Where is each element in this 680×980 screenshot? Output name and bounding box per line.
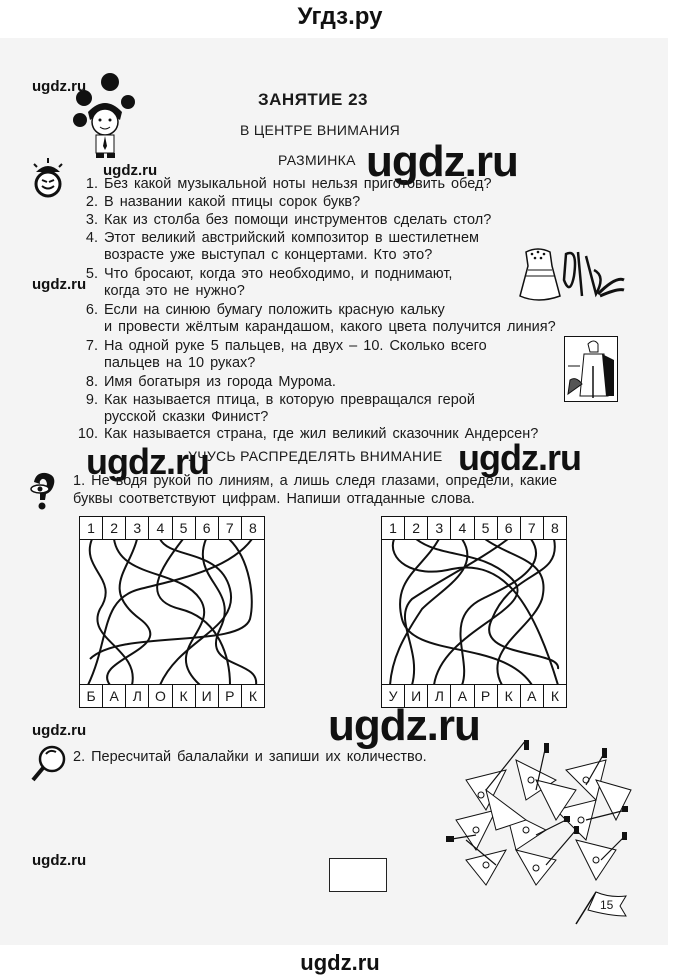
alarm-clock-icon: [28, 156, 68, 200]
question-5: 5. Что бросают, когда это необходимо, и поднимают, когда это не нужно?: [85, 266, 453, 299]
watermark: ugdz.ru: [328, 701, 480, 750]
lesson-title: ЗАНЯТИЕ 23: [258, 90, 368, 109]
maze-2: [381, 516, 567, 708]
question-2: 2. В названии какой птицы сорок букв?: [85, 194, 361, 210]
site-header: Угдз.ру: [0, 0, 680, 38]
magnifier-icon: [30, 744, 66, 784]
warmup-title: РАЗМИНКА: [278, 152, 356, 168]
watermark: ugdz.ru: [366, 137, 518, 186]
maze-1-lines: [80, 539, 264, 685]
watermark: ugdz.ru: [32, 852, 87, 869]
question-3: 3. Как из столба без помощи инструментов сделать стол?: [85, 212, 492, 228]
maze-2-lines: [382, 539, 566, 685]
section-title: В ЦЕНТРЕ ВНИМАНИЯ: [240, 122, 401, 138]
question-8: 8. Имя богатыря из города Мурома.: [85, 374, 336, 390]
question-1: 1. Без какой музыкальной ноты нельзя приготовить обед?: [85, 176, 492, 192]
task-1-text: 1. Не водя рукой по линиям, а лишь следя глазами, определи, какие буквы соответствуют цифрам. Напиши отгаданные слова.: [73, 473, 558, 507]
salt-shaker-icon: [516, 246, 626, 308]
watermark: ugdz.ru: [86, 441, 209, 482]
section-title-attention: УЧУСЬ РАСПРЕДЕЛЯТЬ ВНИМАНИЕ: [188, 448, 443, 464]
watermark: ugdz.ru: [103, 162, 158, 179]
page-number: 15: [600, 898, 614, 912]
answer-box[interactable]: [329, 858, 387, 892]
balalaikas-pile-icon: [446, 740, 636, 890]
knight-picture-icon: [564, 336, 618, 402]
task-2-text: 2. Пересчитай балалайки и запиши их количество.: [73, 749, 427, 765]
maze-1-letters: Б А Л О К И Р К: [80, 684, 264, 707]
question-7: 7. На одной руке 5 пальцев, на двух – 10. Сколько всего пальцев на 10 руках?: [85, 338, 487, 371]
maze-2-numbers: 1 2 3 4 5 6 7 8: [382, 517, 566, 540]
question-9: 9. Как называется птица, в которую превращался герой русской сказки Финист?: [85, 392, 475, 425]
question-4: 4. Этот великий австрийский композитор в шестилетнем возрасте уже выступал с концертами. Кто это?: [85, 230, 479, 263]
watermark: ugdz.ru: [458, 437, 581, 478]
maze-1-numbers: 1 2 3 4 5 6 7 8: [80, 517, 264, 540]
watermark: ugdz.ru: [32, 276, 87, 293]
site-footer: ugdz.ru: [0, 945, 680, 980]
question-eye-icon: [28, 472, 58, 512]
maze-1: [79, 516, 265, 708]
watermark: ugdz.ru: [32, 722, 87, 739]
question-6: 6. Если на синюю бумагу положить красную кальку и провести жёлтым карандашом, какого цвета получится линия?: [85, 302, 556, 335]
watermark: ugdz.ru: [32, 78, 87, 95]
question-10: 10. Как называется страна, где жил великий сказочник Андерсен?: [77, 426, 539, 442]
maze-2-letters: У И Л А Р К А К: [382, 684, 566, 707]
